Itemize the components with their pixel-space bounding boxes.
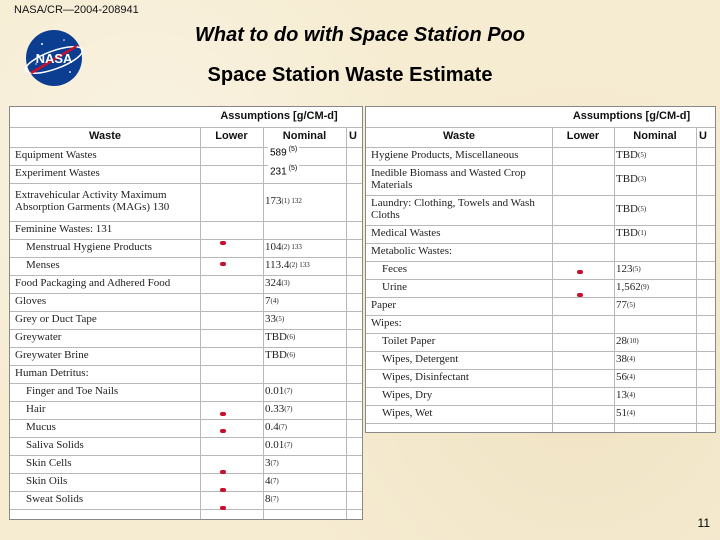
right-table-row-label: Wipes, Wet — [382, 407, 433, 420]
left-table-row-label: Grey or Duct Tape — [15, 313, 97, 326]
right-table-row-nominal — [616, 315, 694, 333]
left-table-row-nominal — [265, 347, 344, 365]
left-table-col-divider — [263, 127, 264, 519]
right-table-footnote-ref: (9) — [640, 283, 649, 292]
right-table-row-nominal — [616, 333, 694, 351]
right-table-row — [366, 261, 715, 280]
left-table-row — [10, 165, 362, 184]
right-table-row-nominal — [616, 351, 694, 369]
right-table-row-nominal — [616, 165, 694, 195]
left-table-row — [10, 311, 362, 330]
right-table-row-label: Hygiene Products, Miscellaneous — [371, 149, 519, 162]
right-table-row — [366, 243, 715, 262]
right-table-row — [366, 297, 715, 316]
left-table-row-label: Skin Cells — [26, 457, 72, 470]
right-table-row-label: Metabolic Wastes: — [371, 245, 453, 258]
left-table-row — [10, 221, 362, 240]
left-table-row — [10, 257, 362, 276]
right-table-footnote-ref: (1) — [638, 229, 647, 238]
right-table-footnote-ref: (4) — [627, 409, 636, 418]
left-table-nominal-value: 113.4 — [265, 259, 290, 272]
left-table-footnote-ref: (7) — [284, 387, 293, 396]
left-table-row-nominal — [265, 419, 344, 437]
left-table-row-nominal — [265, 491, 344, 509]
left-table-footnote-ref: (3) — [281, 279, 290, 288]
left-table-row — [10, 401, 362, 420]
left-table-col-waste: Waste — [89, 130, 121, 143]
right-table-row — [366, 333, 715, 352]
highlight-mark — [220, 262, 226, 266]
inserted-footnote-ref: (5) — [286, 165, 298, 172]
highlight-mark — [577, 270, 583, 274]
left-table-row-nominal — [265, 365, 344, 383]
left-table-nominal-value: 4 — [265, 475, 271, 488]
highlight-mark — [220, 429, 226, 433]
right-table-row-nominal — [616, 369, 694, 387]
right-table-col-upper: U — [699, 130, 707, 143]
left-table-row-label: Greywater Brine — [15, 349, 89, 362]
right-table-row-label: Inedible Biomass and Wasted Crop Materials — [371, 167, 526, 191]
right-table-footnote-ref: (4) — [627, 355, 636, 364]
right-table-assumptions-header: Assumptions [g/CM-d] — [572, 110, 691, 123]
right-table-row-label: Urine — [382, 281, 408, 294]
left-table-nominal-value: 7 — [265, 295, 271, 308]
right-table-col-nominal: Nominal — [633, 130, 677, 143]
highlight-mark — [220, 488, 226, 492]
left-table-row-nominal — [265, 401, 344, 419]
right-table-nominal-value: 13 — [616, 389, 627, 402]
right-table-row — [366, 315, 715, 334]
left-table-row — [10, 293, 362, 312]
right-table-row — [366, 405, 715, 424]
left-table-row-label: Greywater — [15, 331, 62, 344]
left-table-nominal-value: 3 — [265, 457, 271, 470]
right-table-footnote-ref: (3) — [638, 175, 647, 184]
left-table-row-label: Food Packaging and Adhered Food — [15, 277, 171, 290]
left-table-nominal-value: 324 — [265, 277, 282, 290]
left-table-row — [10, 473, 362, 492]
left-table-col-nominal: Nominal — [282, 130, 327, 143]
left-table-footnote-ref: (2) 133 — [289, 261, 310, 270]
right-table-nominal-value: TBD — [616, 173, 638, 186]
left-table-nominal-value: 0.01 — [265, 439, 285, 452]
left-table-row-label: Menstrual Hygiene Products — [26, 241, 152, 254]
inserted-footnote-ref: (5) — [286, 146, 298, 153]
right-table-row — [366, 195, 715, 226]
left-table-col-lower: Lower — [215, 130, 248, 143]
left-table-footnote-ref: (7) — [284, 441, 293, 450]
left-table-footnote-ref: (5) — [276, 315, 285, 324]
left-table-col-divider — [200, 127, 201, 519]
right-table-col-lower: Lower — [566, 130, 600, 143]
left-table-row — [10, 329, 362, 348]
right-table-row — [366, 369, 715, 388]
inserted-value: 231 — [270, 166, 287, 178]
nasa-logo-text: NASA — [35, 51, 73, 66]
left-table-nominal-value: 33 — [265, 313, 276, 326]
left-table-row-nominal — [265, 437, 344, 455]
right-table-nominal-value: TBD — [616, 149, 638, 162]
left-table-row-nominal — [265, 183, 344, 221]
right-table-row-label: Wipes, Detergent — [382, 353, 459, 366]
slide-subtitle: Space Station Waste Estimate — [207, 64, 493, 86]
left-table-row-label: Gloves — [15, 295, 47, 308]
right-table-nominal-value: 77 — [616, 299, 627, 312]
left-table-row — [10, 183, 362, 222]
left-table-footnote-ref: (6) — [287, 351, 296, 360]
right-table-row-label: Toilet Paper — [382, 335, 436, 348]
right-table-row — [366, 165, 715, 196]
left-table-assumptions-header: Assumptions [g/CM-d] — [220, 110, 338, 123]
right-table-row-label: Laundry: Clothing, Towels and Wash Cloths — [371, 197, 535, 221]
right-table-row — [366, 387, 715, 406]
left-table-col-upper: U — [349, 130, 357, 143]
left-table-row-nominal — [265, 221, 344, 239]
right-table-nominal-value: 28 — [616, 335, 627, 348]
right-table-row-nominal — [616, 261, 694, 279]
left-table-row-label: Skin Oils — [26, 475, 68, 488]
right-table-footnote-ref: (5) — [632, 265, 641, 274]
page-number: 11 — [697, 516, 710, 530]
left-table-row-nominal — [265, 257, 344, 275]
left-table-row-nominal — [265, 455, 344, 473]
highlight-mark — [577, 293, 583, 297]
left-table-nominal-value: 0.01 — [265, 385, 285, 398]
left-table-nominal-value: 8 — [265, 493, 271, 506]
right-table-row-label: Wipes: — [371, 317, 402, 330]
inserted-value: 589 — [270, 147, 287, 159]
left-table-row-label: Equipment Wastes — [15, 149, 97, 162]
left-table-nominal-value: TBD — [265, 331, 287, 344]
right-table-footnote-ref: (5) — [638, 205, 647, 214]
left-table-row-nominal — [265, 473, 344, 491]
left-table-assumptions-header-row — [10, 107, 362, 128]
right-table-row — [366, 225, 715, 244]
left-table-row-nominal — [265, 329, 344, 347]
right-table-row — [366, 147, 715, 166]
inserted-nominal-value — [268, 146, 299, 158]
left-table-footnote-ref: (7) — [270, 477, 279, 486]
left-table-row-label: Extravehicular Activity Maximum Absorption Garments (MAGs) 130 — [15, 189, 170, 213]
left-table-nominal-value: 0.33 — [265, 403, 285, 416]
right-table-row — [366, 351, 715, 370]
left-table-row-nominal — [265, 275, 344, 293]
right-table-row-label: Paper — [371, 299, 397, 312]
left-table-row-label: Experiment Wastes — [15, 167, 100, 180]
left-table-row — [10, 491, 362, 510]
right-table-row-nominal — [616, 225, 694, 243]
right-table-row-nominal — [616, 297, 694, 315]
left-table-row-label: Menses — [26, 259, 60, 272]
left-table-row — [10, 239, 362, 258]
left-waste-table — [9, 106, 363, 520]
left-table-row — [10, 347, 362, 366]
left-table-nominal-value: 173 — [265, 195, 282, 208]
right-table-col-waste: Waste — [443, 130, 475, 143]
right-table-nominal-value: 1,562 — [616, 281, 641, 294]
left-table-row-nominal — [265, 311, 344, 329]
right-table-footnote-ref: (4) — [627, 391, 636, 400]
left-table-footnote-ref: (6) — [287, 333, 296, 342]
left-table-column-header-row — [10, 127, 362, 148]
right-table-row-nominal — [616, 243, 694, 261]
right-table-col-divider — [696, 127, 697, 432]
left-table-footnote-ref: (2) 133 — [281, 243, 302, 252]
left-table-row — [10, 437, 362, 456]
right-table-row-label: Wipes, Disinfectant — [382, 371, 469, 384]
left-table-row — [10, 275, 362, 294]
right-table-row — [366, 279, 715, 298]
left-table-row-label: Feminine Wastes: 131 — [15, 223, 113, 236]
highlight-mark — [220, 241, 226, 245]
left-table-row-label: Saliva Solids — [26, 439, 84, 452]
left-table-row — [10, 419, 362, 438]
highlight-mark — [220, 412, 226, 416]
highlight-mark — [220, 506, 226, 510]
right-table-row-nominal — [616, 387, 694, 405]
left-table-footnote-ref: (7) — [278, 423, 287, 432]
right-table-col-divider — [614, 127, 615, 432]
left-table-nominal-value: TBD — [265, 349, 287, 362]
right-table-nominal-value: 56 — [616, 371, 627, 384]
left-table-nominal-value: 104 — [265, 241, 282, 254]
right-table-column-header-row — [366, 127, 715, 148]
right-table-row-nominal — [616, 279, 694, 297]
right-table-footnote-ref: (10) — [627, 337, 639, 346]
left-table-row-label: Human Detritus: — [15, 367, 89, 380]
left-table-row — [10, 147, 362, 166]
right-table-nominal-value: TBD — [616, 203, 638, 216]
slide-title: What to do with Space Station Poo — [195, 24, 525, 46]
left-table-col-divider — [346, 127, 347, 519]
left-table-row-nominal — [265, 293, 344, 311]
left-table-row — [10, 383, 362, 402]
left-table-row-label: Sweat Solids — [26, 493, 84, 506]
right-table-col-divider — [552, 127, 553, 432]
right-waste-table — [365, 106, 716, 433]
left-table-row-nominal — [265, 383, 344, 401]
left-table-row-nominal — [265, 239, 344, 257]
left-table-footnote-ref: (7) — [270, 495, 279, 504]
left-table-row-label: Mucus — [26, 421, 56, 434]
highlight-mark — [220, 470, 226, 474]
right-table-row-label: Medical Wastes — [371, 227, 441, 240]
right-table-assumptions-header-row — [366, 107, 715, 128]
left-table-footnote-ref: (7) — [284, 405, 293, 414]
inserted-nominal-value — [268, 165, 299, 177]
left-table-row-label: Hair — [26, 403, 46, 416]
left-table-nominal-value: 0.4 — [265, 421, 279, 434]
right-table-row-label: Feces — [382, 263, 408, 276]
right-table-footnote-ref: (5) — [627, 301, 636, 310]
right-table-nominal-value: 51 — [616, 407, 627, 420]
left-table-footnote-ref: (1) 132 — [281, 197, 302, 206]
left-table-row — [10, 365, 362, 384]
right-table-nominal-value: 38 — [616, 353, 627, 366]
left-table-footnote-ref: (7) — [270, 459, 279, 468]
left-table-row-label: Finger and Toe Nails — [26, 385, 119, 398]
right-table-nominal-value: 123 — [616, 263, 633, 276]
right-table-footnote-ref: (5) — [638, 151, 647, 160]
right-table-nominal-value: TBD — [616, 227, 638, 240]
right-table-row-label: Wipes, Dry — [382, 389, 433, 402]
left-table-row — [10, 455, 362, 474]
document-number: NASA/CR—2004-208941 — [14, 4, 139, 16]
left-table-footnote-ref: (4) — [270, 297, 279, 306]
right-table-row-nominal — [616, 147, 694, 165]
right-table-footnote-ref: (4) — [627, 373, 636, 382]
right-table-row-nominal — [616, 405, 694, 423]
right-table-row-nominal — [616, 195, 694, 225]
